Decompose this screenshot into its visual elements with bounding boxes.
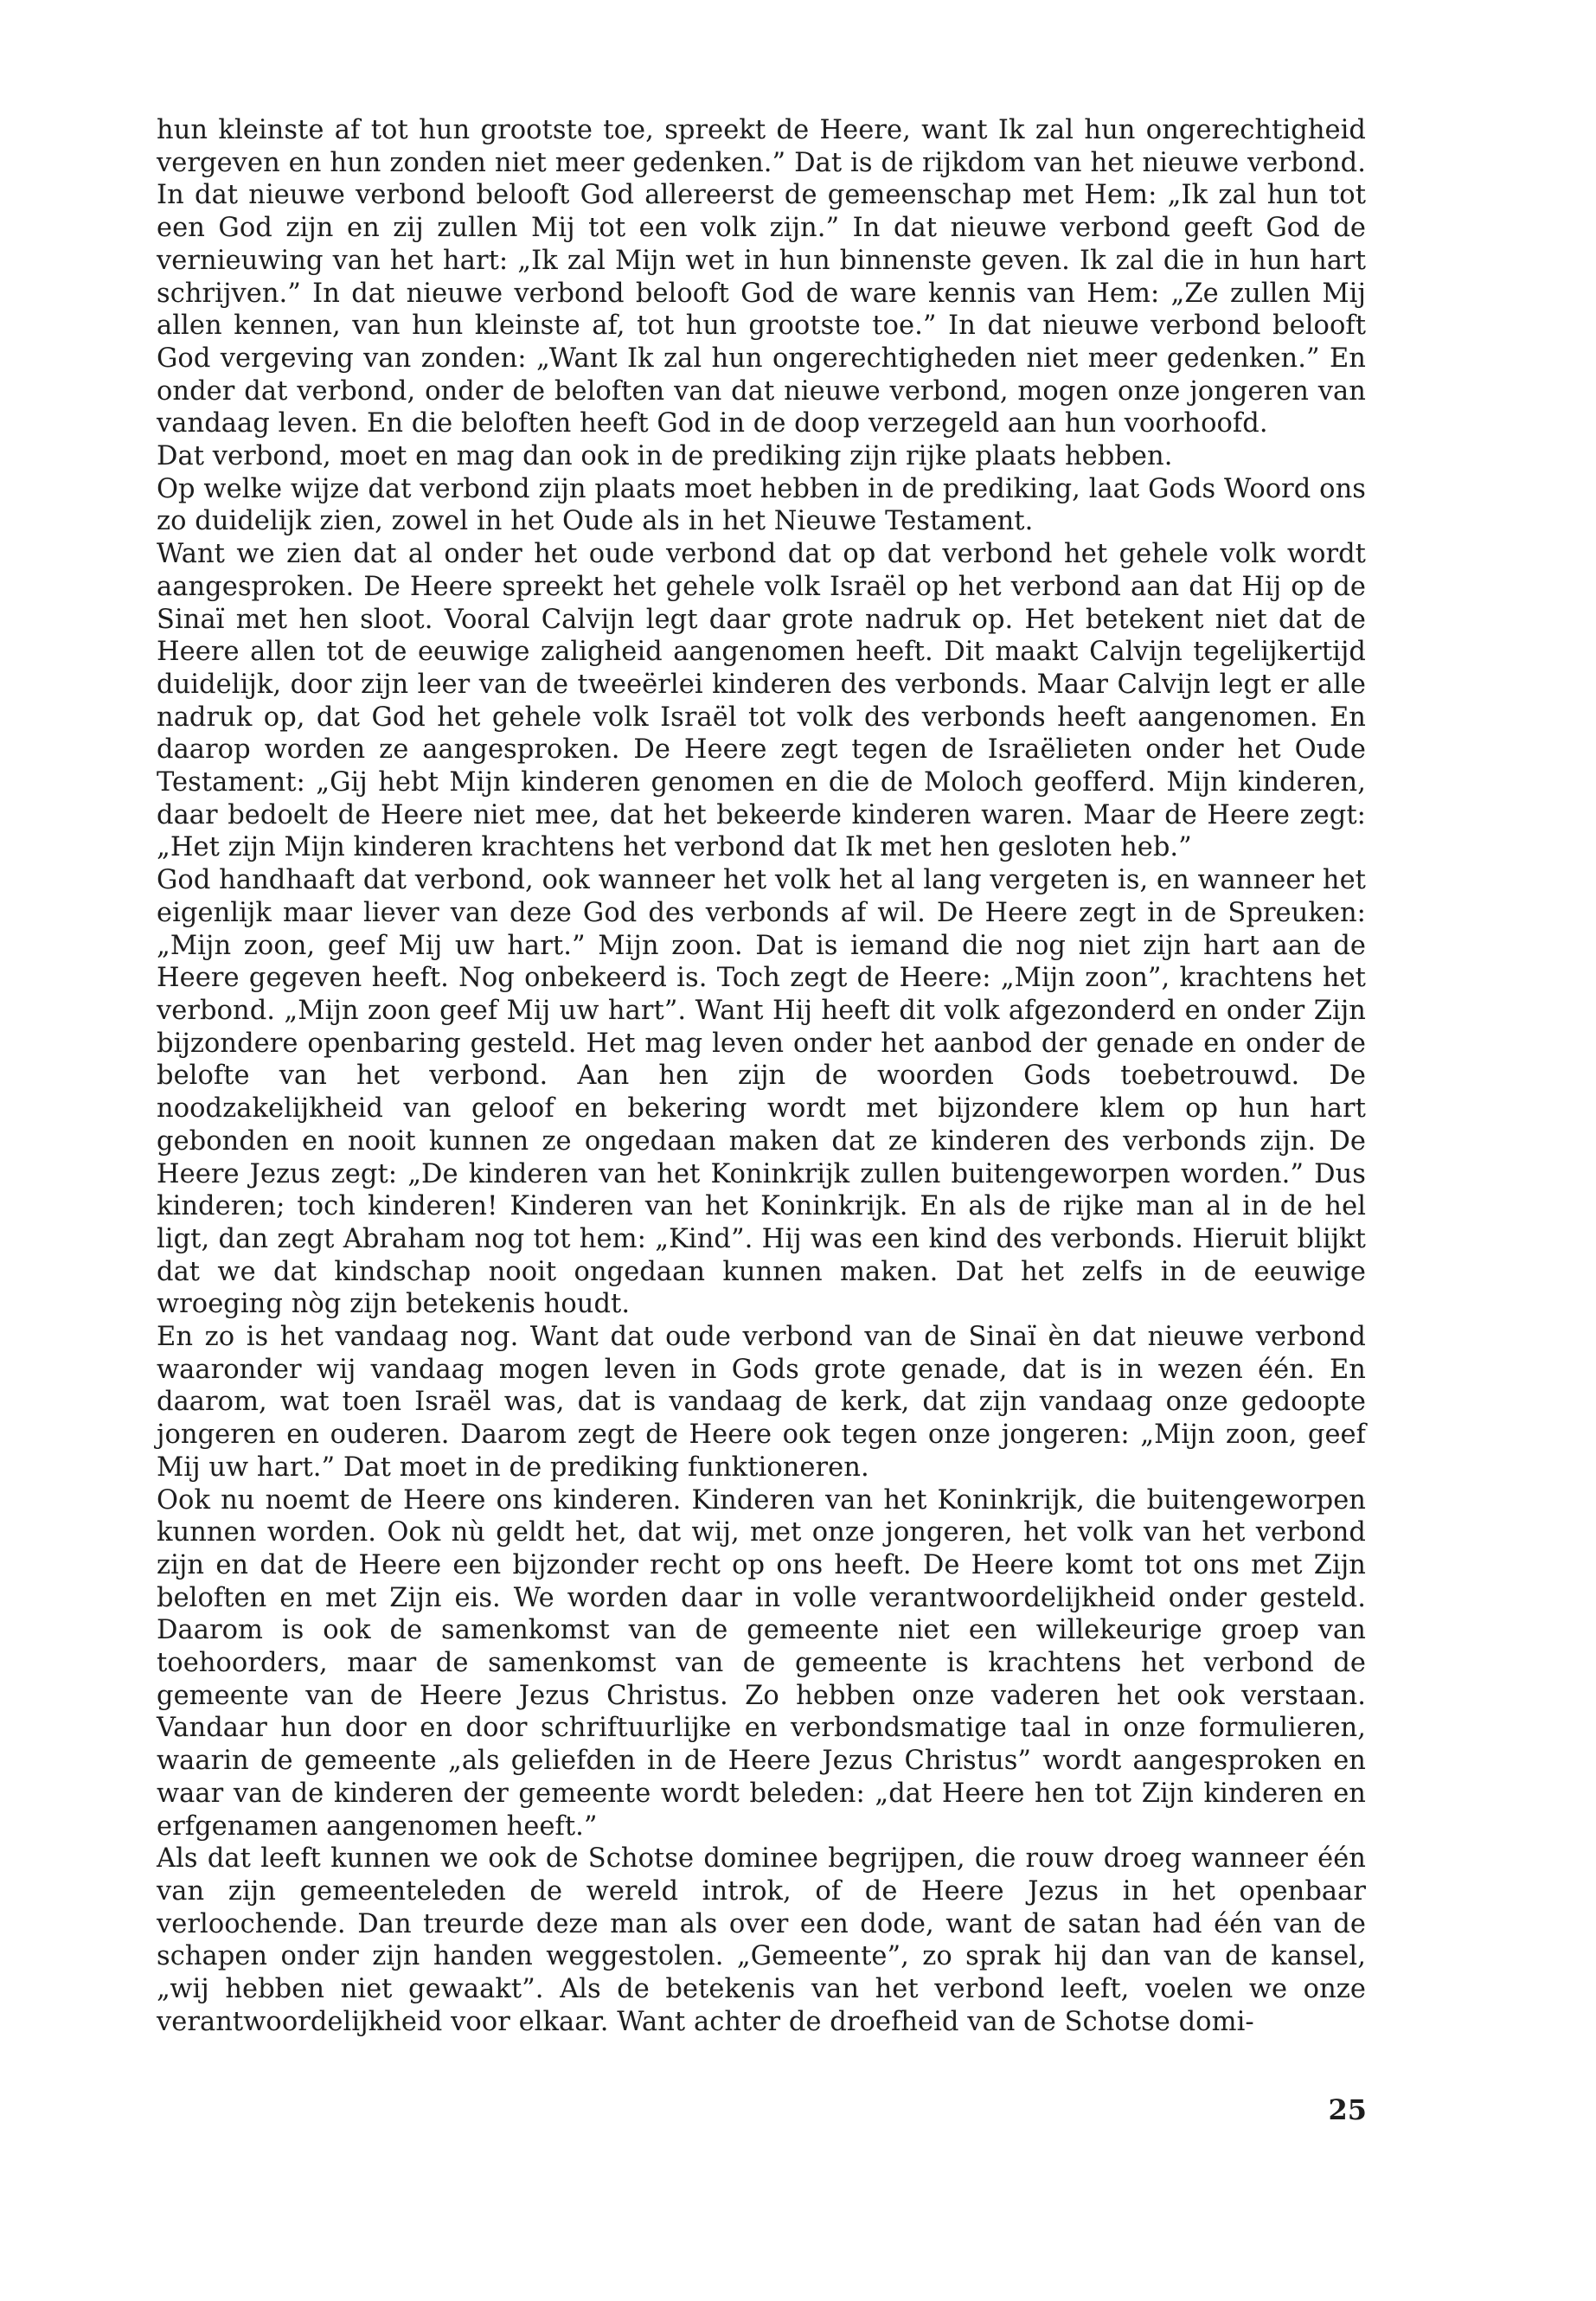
- paragraph-oude-verbond: Want we zien dat al onder het oude verbond dat op dat verbond het gehele volk wordt aangesproken. De Heere spreekt het gehele volk Israël op het verbond aan dat Hij op de Sinaï met hen sloot. Vooral Calvijn legt daar grote nadruk op. Het betekent niet dat de Heere allen tot de eeuwige zaligheid aangenomen heeft. Dit maakt Calvijn tegelijkertijd duidelijk, door zijn leer van de tweeërlei kinderen des verbonds. Maar Calvijn legt er alle nadruk op, dat God het gehele volk Israël tot volk des verbonds heeft aangenomen. En daarop worden ze aangesproken. De Heere zegt tegen de Israëlieten onder het Oude Testament: „Gij hebt Mijn kinderen genomen en die de Moloch geofferd. Mijn kinderen, daar bedoelt de Heere niet mee, dat het bekeerde kinderen waren. Maar de Heere zegt: „Het zijn Mijn kinderen krachtens het verbond dat Ik met hen gesloten heb.”: [157, 539, 1366, 863]
- paragraph-nieuwe-verbond: hun kleinste af tot hun grootste toe, spreekt de Heere, want Ik zal hun ongerechtigheid vergeven en hun zonden niet meer gedenken.” Dat is de rijkdom van het nieuwe verbond. In dat nieuwe verbond belooft God allereerst de gemeenschap met Hem: „Ik zal hun tot een God zijn en zij zullen Mij tot een volk zijn.” In dat nieuwe verbond geeft God de vernieuwing van het hart: „Ik zal Mijn wet in hun binnenste geven. Ik zal die in hun hart schrijven.” In dat nieuwe verbond belooft God de ware kennis van Hem: „Ze zullen Mij allen kennen, van hun kleinste af, tot hun grootste toe.” In dat nieuwe verbond belooft God vergeving van zonden: „Want Ik zal hun ongerechtigheden niet meer gedenken.” En onder dat verbond, onder de beloften van dat nieuwe verbond, mogen onze jongeren van vandaag leven. En die beloften heeft God in de doop verzegeld aan hun voorhoofd.: [157, 115, 1366, 439]
- paragraph-god-handhaaft: God handhaaft dat verbond, ook wanneer het volk het al lang vergeten is, en wanneer het eigenlijk maar liever van deze God des verbonds af wil. De Heere zegt in de Spreuken: „Mijn zoon, geef Mij uw hart.” Mijn zoon. Dat is iemand die nog niet zijn hart aan de Heere gegeven heeft. Nog onbekeerd is. Toch zegt de Heere: „Mijn zoon”, krachtens het verbond. „Mijn zoon geef Mij uw hart”. Want Hij heeft dit volk afgezonderd en onder Zijn bijzondere openbaring gesteld. Het mag leven onder het aanbod der genade en onder de belofte van het verbond. Aan hen zijn de woorden Gods toebetrouwd. De noodzakelijkheid van geloof en bekering wordt met bijzondere klem op hun hart gebonden en nooit kunnen ze ongedaan maken dat ze kinderen des verbonds zijn. De Heere Jezus zegt: „De kinderen van het Koninkrijk zullen buitengeworpen worden.” Dus kinderen; toch kinderen! Kinderen van het Koninkrijk. En als de rijke man al in de hel ligt, dan zegt Abraham nog tot hem: „Kind”. Hij was een kind des verbonds. Hieruit blijkt dat we dat kindschap nooit ongedaan kunnen maken. Dat het zelfs in de eeuwige wroeging nòg zijn betekenis houdt.: [157, 865, 1366, 1320]
- paragraph-ook-nu: Ook nu noemt de Heere ons kinderen. Kinderen van het Koninkrijk, die buitengeworpen kunnen worden. Ook nù geldt het, dat wij, met onze jongeren, het volk van het verbond zijn en dat de Heere een bijzonder recht op ons heeft. De Heere komt tot ons met Zijn beloften en met Zijn eis. We worden daar in volle verantwoordelijkheid onder gesteld. Daarom is ook de samenkomst van de gemeente niet een willekeurige groep van toehoorders, maar de samenkomst van de gemeente is krachtens het verbond de gemeente van de Heere Jezus Christus. Zo hebben onze vaderen het ook verstaan. Vandaar hun door en door schriftuurlijke en verbondsmatige taal in onze formulieren, waarin de gemeente „als geliefden in de Heere Jezus Christus” wordt aangesproken en waar van de kinderen der gemeente wordt beleden: „dat Heere hen tot Zijn kinderen en erfgenamen aangenomen heeft.”: [157, 1484, 1366, 1842]
- paragraph-vandaag-nog: En zo is het vandaag nog. Want dat oude verbond van de Sinaï èn dat nieuwe verbond waaronder wij vandaag mogen leven in Gods grote genade, dat is in wezen één. En daarom, wat toen Israël was, dat is vandaag de kerk, dat zijn vandaag onze gedoopte jongeren en ouderen. Daarom zegt de Heere ook tegen onze jongeren: „Mijn zoon, geef Mij uw hart.” Dat moet in de prediking funktioneren.: [157, 1322, 1366, 1483]
- paragraph-gods-woord: Op welke wijze dat verbond zijn plaats moet hebben in de prediking, laat Gods Woord ons zo duidelijk zien, zowel in het Oude als in het Nieuwe Testament.: [157, 473, 1366, 537]
- paragraph-schotse-dominee: Als dat leeft kunnen we ook de Schotse dominee begrijpen, die rouw droeg wanneer één van zijn gemeenteleden de wereld introk, of de Heere Jezus in het openbaar verloochende. Dan treurde deze man als over een dode, want de satan had één van de schapen onder zijn handen weggestolen. „Gemeente”, zo sprak hij dan van de kansel, „wij hebben niet gewaakt”. Als de betekenis van het verbond leeft, voelen we onze verantwoordelijkheid voor elkaar. Want achter de droefheid van de Schotse domi-: [157, 1843, 1366, 2037]
- body-text: [157, 114, 1366, 2038]
- page-number: 25: [1328, 2093, 1367, 2126]
- paragraph-verbond-prediking: Dat verbond, moet en mag dan ook in de prediking zijn rijke plaats hebben.: [157, 441, 1173, 472]
